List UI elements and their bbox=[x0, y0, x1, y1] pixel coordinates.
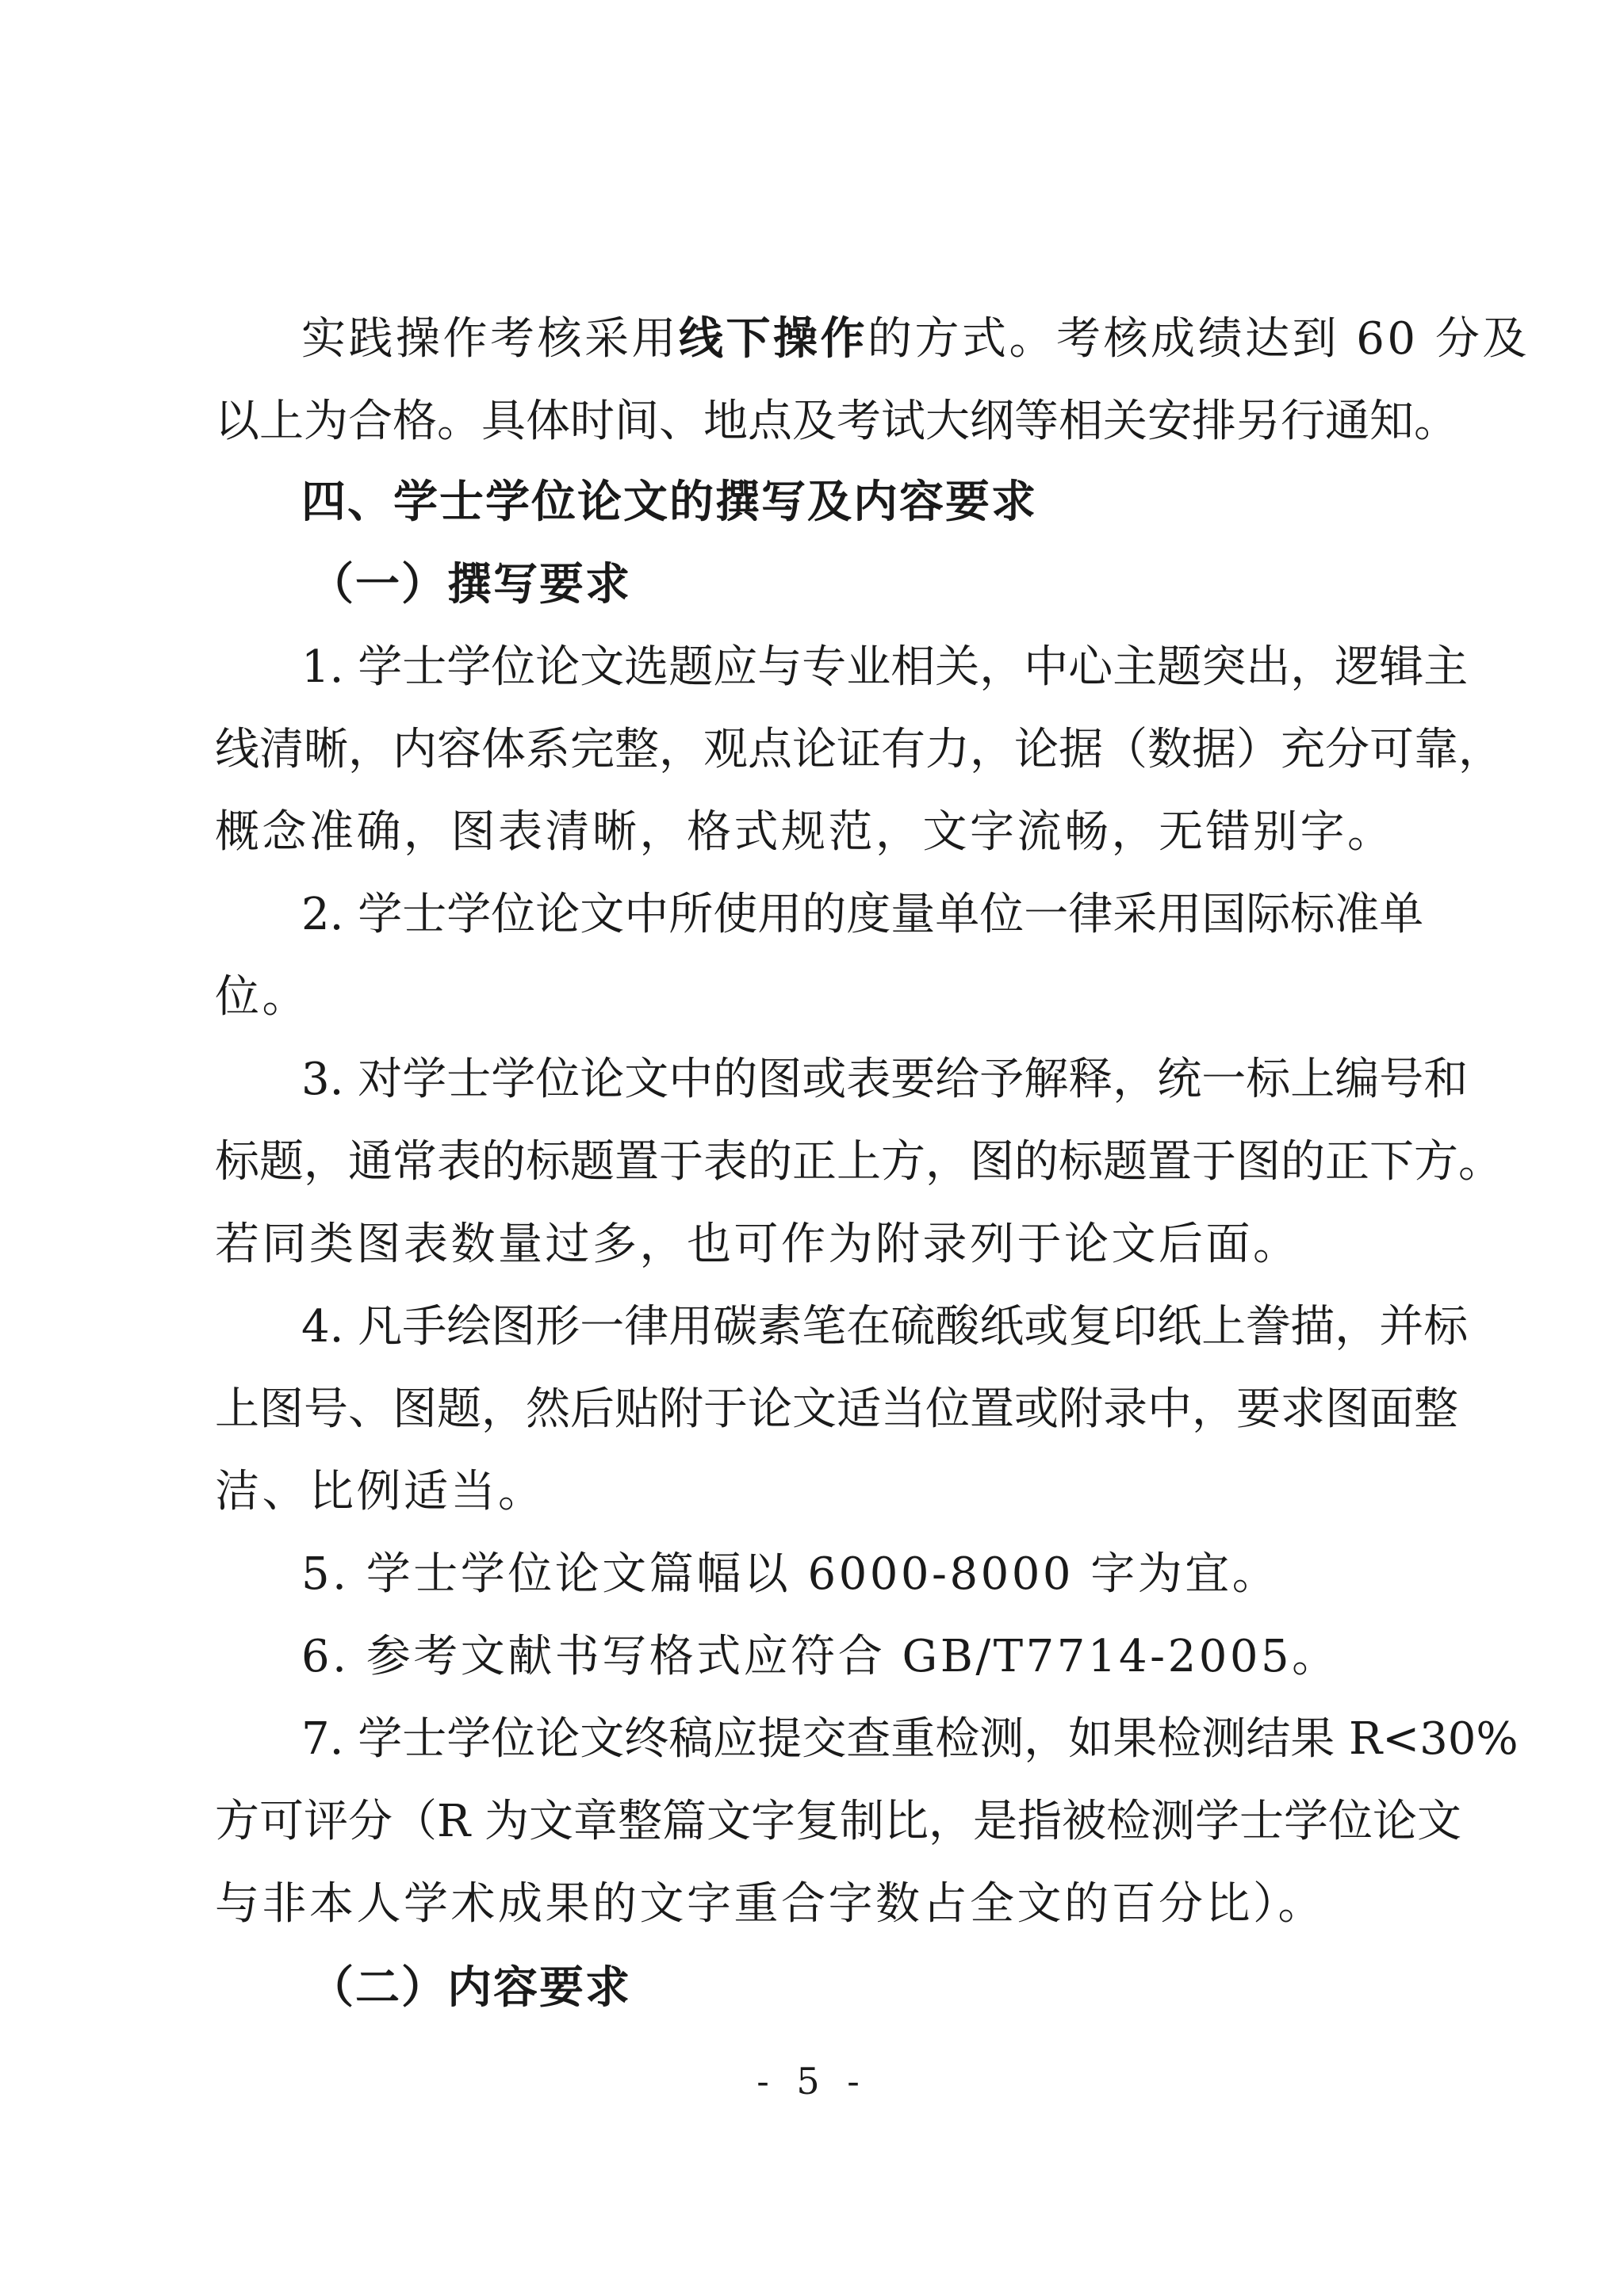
list-item-line: 4. 凡手绘图形一律用碳素笔在硫酸纸或复印纸上誊描，并标 bbox=[301, 1301, 1469, 1353]
list-item-line: 概念准确，图表清晰，格式规范，文字流畅，无错别字。 bbox=[215, 806, 1395, 858]
list-item-line: 1. 学士学位论文选题应与专业相关，中心主题突出，逻辑主 bbox=[301, 641, 1469, 693]
paragraph-line bbox=[301, 312, 1530, 367]
list-item-line: 线清晰，内容体系完整，观点论证有力，论据（数据）充分可靠， bbox=[215, 724, 1503, 775]
list-item-line: 5. 学士学位论文篇幅以 6000-8000 字为宜。 bbox=[301, 1548, 1280, 1600]
list-item-line: 方可评分（R 为文章整篇文字复制比，是指被检测学士学位论文 bbox=[215, 1796, 1461, 1847]
list-item-line: 标题，通常表的标题置于表的正上方，图的标题置于图的正下方。 bbox=[215, 1136, 1503, 1188]
subsection-heading: （一）撰写要求 bbox=[309, 559, 631, 610]
list-item-line: 洁、比例适当。 bbox=[215, 1466, 546, 1517]
page-number: - 5 - bbox=[756, 2060, 868, 2103]
list-item-line: 2. 学士学位论文中所使用的度量单位一律采用国际标准单 bbox=[301, 889, 1424, 940]
emphasis-text: 线下操作 bbox=[679, 313, 868, 365]
list-item-line: 上图号、图题，然后贴附于论文适当位置或附录中，要求图面整 bbox=[215, 1383, 1458, 1435]
list-item-line: 7. 学士学位论文终稿应提交查重检测，如果检测结果 R<30% bbox=[301, 1713, 1519, 1765]
list-item-line: 位。 bbox=[215, 971, 309, 1023]
text-span: 的方式。考核成绩达到 60 分及 bbox=[868, 313, 1530, 365]
list-item-line: 与非本人学术成果的文字重合字数占全文的百分比）。 bbox=[215, 1878, 1325, 1930]
list-item-line: 6. 参考文献书写格式应符合 GB/T7714-2005。 bbox=[301, 1631, 1339, 1682]
list-item-line: 若同类图表数量过多，也可作为附录列于论文后面。 bbox=[215, 1219, 1300, 1270]
subsection-heading: （二）内容要求 bbox=[309, 1962, 631, 2014]
paragraph-line: 以上为合格。具体时间、地点及考试大纲等相关安排另行通知。 bbox=[215, 396, 1458, 447]
text-span: 实践操作考核采用 bbox=[301, 313, 679, 365]
list-item-line: 3. 对学士学位论文中的图或表要给予解释，统一标上编号和 bbox=[301, 1054, 1469, 1105]
section-heading: 四、学士学位论文的撰写及内容要求 bbox=[301, 476, 1037, 528]
